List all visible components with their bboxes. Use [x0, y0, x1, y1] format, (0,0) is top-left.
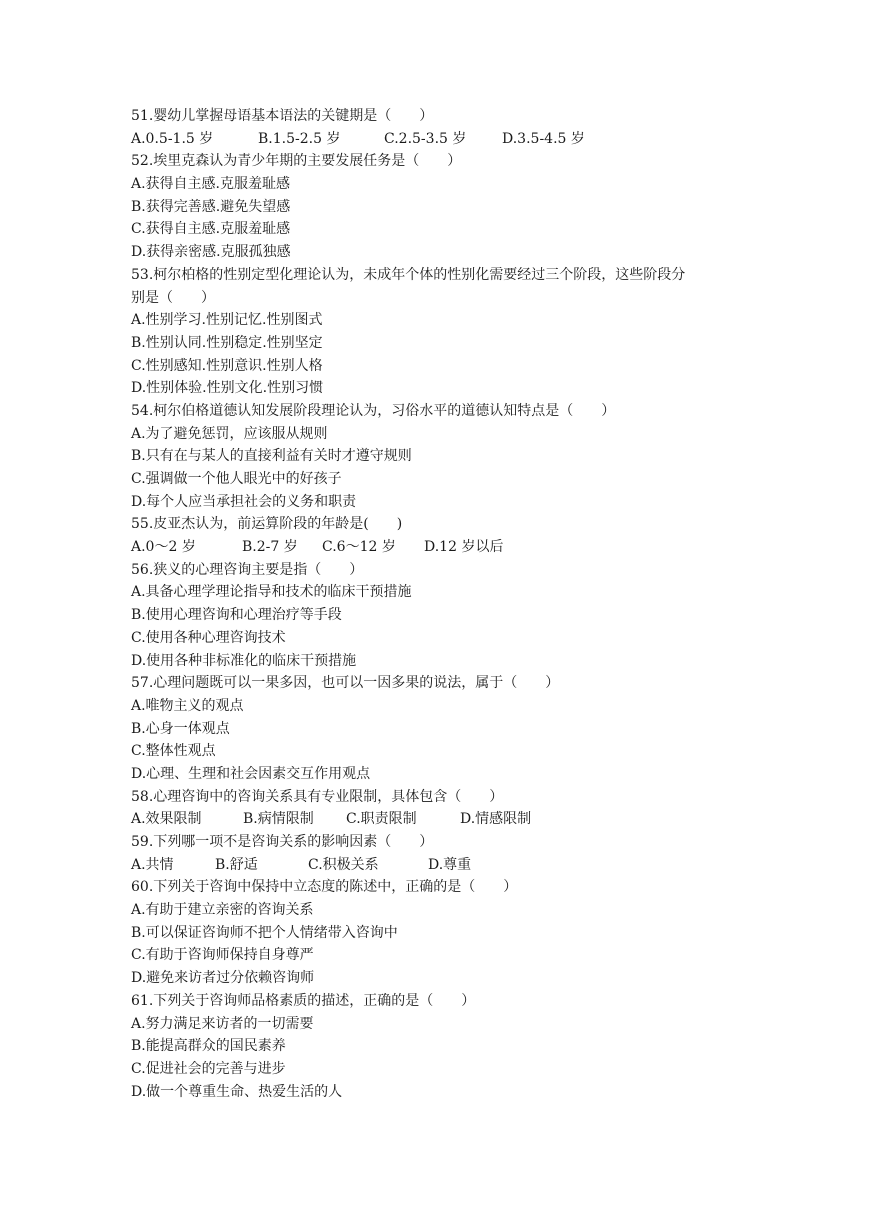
option-d: D.获得亲密感.克服孤独感: [131, 244, 291, 261]
question-56-stem: 56.狭义的心理咨询主要是指（ ）: [131, 561, 364, 578]
option-d: D.心理、生理和社会因素交互作用观点: [131, 765, 371, 782]
option-d: D.做一个尊重生命、热爱生活的人: [131, 1083, 343, 1100]
option-b: B.能提高群众的国民素养: [131, 1038, 286, 1055]
question-59-options: [131, 854, 751, 877]
question-57-stem: 57.心理问题既可以一果多因，也可以一因多果的说法，属于（ ）: [131, 675, 560, 692]
option-a: A.共情: [131, 856, 174, 873]
question-55-stem: 55.皮亚杰认为，前运算阶段的年龄是( ): [131, 516, 403, 533]
option-d: D.每个人应当承担社会的义务和职责: [131, 493, 357, 510]
option-d: D.避免来访者过分依赖咨询师: [131, 970, 315, 987]
option-b: B.心身一体观点: [131, 720, 230, 737]
option-c: C.获得自主感.克服羞耻感: [131, 221, 291, 238]
option-a: A.努力满足来访者的一切需要: [131, 1015, 314, 1032]
option-a: A.具备心理学理论指导和技术的临床干预措施: [131, 584, 412, 601]
option-c: C.强调做一个他人眼光中的好孩子: [131, 471, 342, 487]
option-a: A.有助于建立亲密的咨询关系: [131, 902, 314, 919]
question-51-stem: 51.婴幼儿掌握母语基本语法的关键期是（ ）: [131, 108, 434, 124]
option-c: C.整体性观点: [131, 743, 216, 760]
option-b: B.性别认同.性别稳定.性别坚定: [131, 334, 323, 351]
option-d: D.使用各种非标准化的临床干预措施: [131, 652, 357, 669]
option-b: B.舒适: [215, 856, 258, 873]
option-c: C.有助于咨询师保持自身尊严: [131, 947, 314, 964]
option-c: C.积极关系: [308, 856, 379, 873]
option-d: D.尊重: [428, 856, 472, 873]
option-c: C.使用各种心理咨询技术: [131, 629, 286, 646]
option-c: C.6～12 岁: [322, 539, 396, 556]
question-54-stem: 54.柯尔伯格道德认知发展阶段理论认为，习俗水平的道德认知特点是（ ）: [131, 402, 616, 419]
option-c: C.性别感知.性别意识.性别人格: [131, 357, 323, 374]
option-b: B.可以保证咨询师不把个人情绪带入咨询中: [131, 924, 398, 941]
option-b: B.使用心理咨询和心理治疗等手段: [131, 607, 342, 624]
option-a: A.0～2 岁: [131, 539, 196, 556]
question-53-stem-line2: 别是（ ）: [131, 289, 215, 306]
question-51-options: [131, 128, 751, 151]
option-d: D.12 岁以后: [424, 539, 504, 556]
question-53-stem-line1: 53.柯尔柏格的性别定型化理论认为，未成年个体的性别化需要经过三个阶段，这些阶段分: [131, 266, 686, 283]
question-58-options: [131, 808, 751, 831]
option-b: B.2-7 岁: [242, 539, 298, 556]
question-58-stem: 58.心理咨询中的咨询关系具有专业限制，具体包含（ ）: [131, 788, 504, 805]
question-61-stem: 61.下列关于咨询师品格素质的描述，正确的是（ ）: [131, 992, 476, 1009]
option-a: A.效果限制: [131, 811, 202, 828]
option-d: D.性别体验.性别文化.性别习惯: [131, 380, 324, 397]
question-52-stem: 52.埃里克森认为青少年期的主要发展任务是（ ）: [131, 153, 462, 170]
option-a: A.性别学习.性别记忆.性别图式: [131, 312, 323, 329]
option-a: A.唯物主义的观点: [131, 697, 244, 714]
option-a: A.获得自主感.克服羞耻感: [131, 176, 291, 193]
option-a: A.为了避免惩罚，应该服从规则: [131, 425, 328, 442]
question-list: [131, 105, 751, 1103]
option-c: C.促进社会的完善与进步: [131, 1060, 286, 1077]
option-d: D.情感限制: [460, 811, 532, 828]
option-c: C.2.5-3.5 岁: [384, 130, 467, 147]
option-d: D.3.5-4.5 岁: [502, 130, 585, 147]
option-a: A.0.5-1.5 岁: [131, 130, 214, 147]
option-b: B.只有在与某人的直接利益有关时才遵守规则: [131, 448, 412, 465]
question-60-stem: 60.下列关于咨询中保持中立态度的陈述中，正确的是（ ）: [131, 879, 518, 896]
question-55-options: [131, 536, 751, 559]
option-b: B.1.5-2.5 岁: [258, 130, 341, 147]
question-59-stem: 59.下列哪一项不是咨询关系的影响因素（ ）: [131, 834, 434, 850]
option-c: C.职责限制: [346, 811, 417, 828]
option-b: B.获得完善感.避免失望感: [131, 198, 291, 215]
option-b: B.病情限制: [243, 811, 314, 828]
